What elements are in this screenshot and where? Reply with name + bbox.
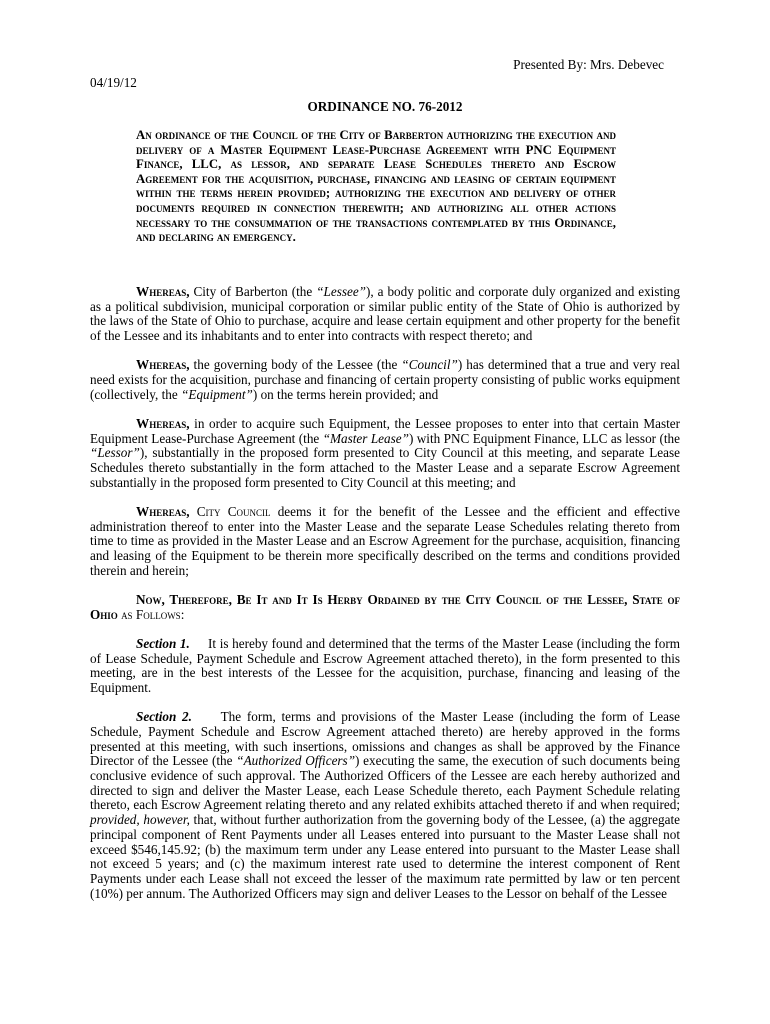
ordinance-caption: An ordinance of the Council of the City of Barberton authorizing the execution and delivery of a Master Equipment Lease-Purchase Agreement with PNC Equipment Finance, LLC, as lessor, and separate Lease Schedules thereto and Escrow Agreement for the acquisition, purchase, financing and leasing of certain equipment within the terms herein provided; authorizing the execution and delivery of other documents required in connection therewith; and authorizing all other actions necessary to the consummation of the transactions contemplated by this Ordinance, and declaring an emergency. [136,128,616,245]
resolve-clause [90,593,680,622]
text-run: ), a body politic and corporate duly organized and existing as a political subdivision, municipal corporation or similar public entity of the State of Ohio is authorized by the laws of the State of Ohio to purchase, acquire and lease certain equipment and other property for the benefit of the Lessee and its inhabitants and to enter into contracts with respect thereto; and [90,284,680,344]
section-1-text: It is hereby found and determined that the terms of the Master Lease (including the form of Lease Schedule, Payment Schedule and Escrow Agreement attached thereto), in the form presented to this meeting, are in the best interests of the Lessee for the acquisition, purchase, financing and leasing of the Equipment. [90,635,681,695]
text-run: deems it for the benefit of the Lessee and the efficient and effective administration thereof to enter into the Master Lease and the separate Lease Schedules relating thereto from time to time as provided in the Master Lease and an Escrow Agreement for the purchase, acquisition, financing and leasing of the Equipment to be therein more specifically described on the terms and conditions provided therein and herein; [90,503,680,578]
ordinance-date: 04/19/12 [90,75,137,90]
defined-term: “Authorized Officers” [236,753,356,769]
section-1-label: Section 1. [136,635,190,651]
whereas-paragraph-4 [90,505,680,579]
whereas-lead: Whereas, [136,415,190,431]
proviso-term: provided, however, [90,812,190,828]
text-run: the governing body of the Lessee (the [189,357,402,373]
text-run [190,504,197,519]
resolve-tail: as Follows: [117,606,185,622]
text-run: that, without further authorization from the governing body of the Lessee, (a) the aggregate principal component of Rent Payments under all Leases entered into pursuant to the Master Lease shall not exceed $546,145.92; (b) the maximum term under any Lease entered into pursuant to the Master Lease shall not exceed 5 years; and (c) the maximum interest rate used to determine the interest component of Rent Payments under each Lease shall not exceed the lesser of the maximum rate permitted by law or ten percent (10%) per annum. The Authorized Officers may sign and deliver Leases to the Lessor on behalf of the Lessee [90,812,680,901]
presented-by: Presented By: Mrs. Debevec [513,57,664,72]
whereas-lead: Whereas, [136,284,190,299]
whereas-lead: Whereas, [136,357,190,373]
text-run: ), substantially in the proposed form presented to City Council at this meeting, and separate Lease Schedules thereto substantially in the form attached to the Master Lease and a separate Escrow Agreement substantially in the proposed form presented to City Council at this meeting; and [90,445,680,490]
whereas-lead: Whereas, [136,503,190,519]
defined-term: “Master Lease” [322,430,409,446]
section-2-label: Section 2. [136,709,192,725]
whereas-paragraph-1 [90,285,680,344]
whereas-paragraph-2 [90,358,680,402]
text-run: ) on the terms herein provided; and [252,386,439,402]
ordinance-body [90,285,680,916]
defined-term: “Equipment” [181,386,253,402]
whereas-paragraph-3 [90,417,680,491]
ordinance-title: ORDINANCE NO. 76-2012 [307,99,463,114]
text-run: City of Barberton (the [189,284,317,299]
text-run: ) with PNC Equipment Finance, LLC as lessor (the [408,430,680,446]
city-council-term: City Council [196,503,271,519]
defined-term: “Council” [401,357,458,373]
text-run: The form, terms and provisions of the Master Lease (including the form of Lease Schedule, Payment Schedule and Escrow Agreement attached thereto) are hereby approved in the forms presented at this meeting, with such insertions, omissions and changes as shall be approved by the Finance Director of the Lessee (the [90,709,681,769]
section-2 [90,710,680,901]
text-run: in order to acquire such Equipment, the Lessee proposes to enter into that certain Master Equipment Lease-Purchase Agreement (the [90,415,680,446]
section-1 [90,637,680,696]
defined-term: “Lessor” [90,445,140,461]
text-run: ) has determined that a true and very real need exists for the acquisition, purchase and financing of certain property consisting of public works equipment (collectively, the [90,357,680,402]
resolve-bold: Now, Therefore, Be It and It Is Herby Ordained by the City Council of the Lessee, State of Ohio [90,591,680,622]
text-run: ) executing the same, the execution of such documents being conclusive evidence of such approval. The Authorized Officers of the Lessee are each hereby authorized and directed to sign and deliver the Master Lease, each Lease Schedule thereto, each Payment Schedule relating thereto, each Escrow Agreement relating thereto and any related exhibits attached thereto if and when required; [90,753,681,813]
defined-term: “Lessee” [316,284,367,299]
